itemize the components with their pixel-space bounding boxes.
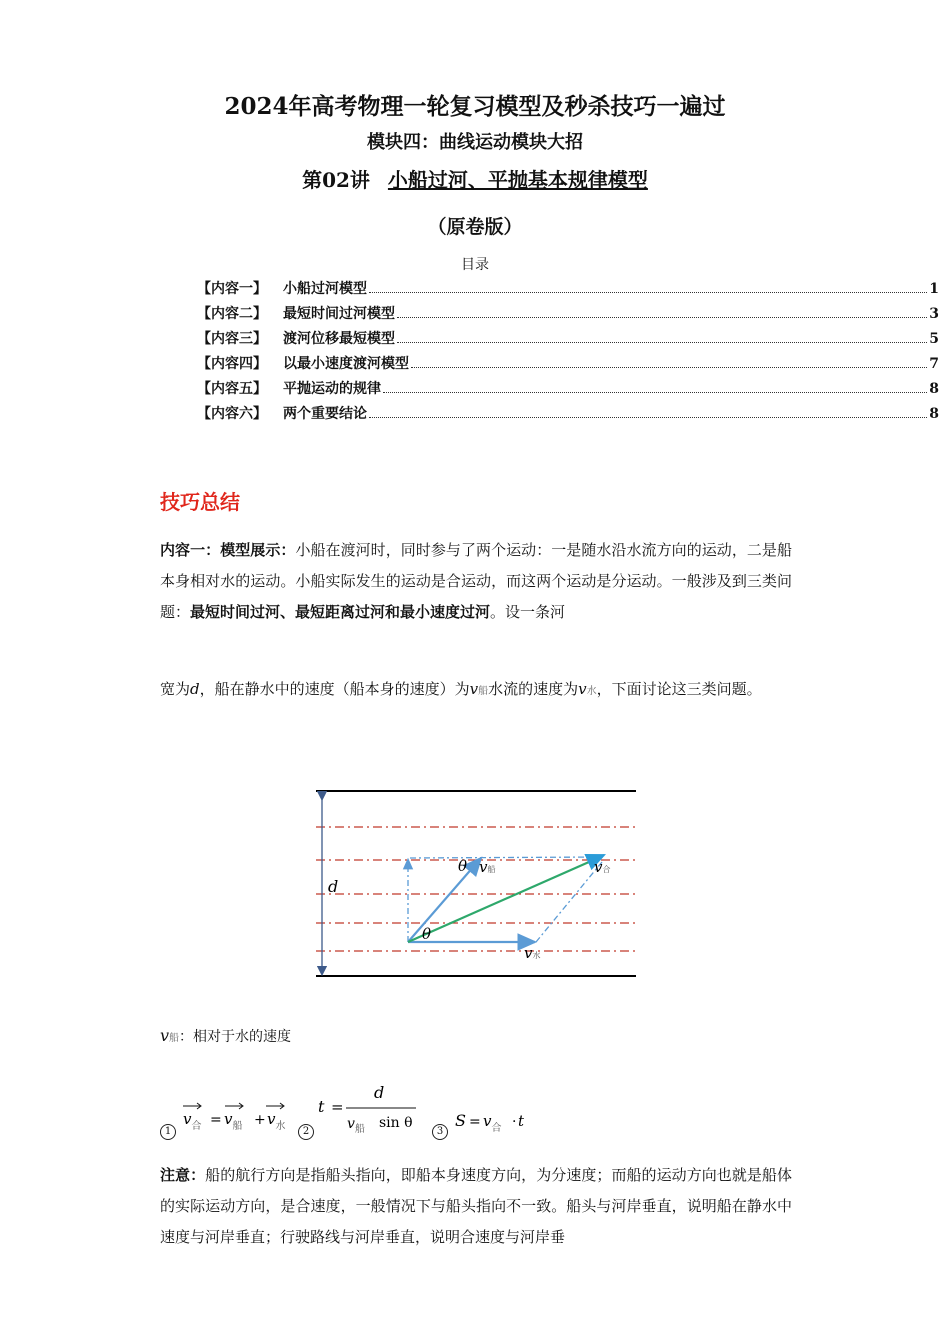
lecture-number: 第02讲 [302,168,370,192]
toc-item[interactable] [197,278,939,298]
note-lead: 注意： [160,1166,206,1184]
svg-text:t: t [518,1112,525,1130]
svg-text:d: d [374,1083,385,1102]
note-paragraph [160,1160,792,1253]
symbol-v-water: v水 [578,680,597,698]
toc-item[interactable] [197,353,939,373]
text-segment: 水流的速度为 [488,680,579,698]
svg-text:v水: $v_水$ [267,1110,286,1132]
formula-time [298,1080,428,1142]
lecture-name: 小船过河、平抛基本规律模型 [387,168,648,192]
svg-text:v船: $v_船$ [224,1110,243,1132]
toc-page: 8 [929,381,939,397]
toc-name: 渡河位移最短模型 [283,331,395,347]
section-heading: 技巧总结 [160,490,240,514]
theta-top-label: θ [458,857,468,875]
toc-leader [383,392,927,393]
svg-text:·: · [512,1114,517,1130]
width-label: d [328,877,339,896]
river-crossing-diagram [298,780,643,985]
formula-number: 1 [160,1124,176,1140]
toc-leader [369,292,927,293]
toc-page: 8 [929,406,939,422]
toc-item[interactable] [197,378,939,398]
toc-leader [397,317,927,318]
svg-text:=: = [469,1114,481,1130]
theta-bottom-label: θ [422,925,432,943]
toc-heading: 目录 [461,257,489,273]
v-ship-definition [160,1026,291,1046]
toc-leader [397,342,927,343]
v-ship-label: v船 [479,858,496,876]
toc-key: 【内容二】 [197,306,267,322]
svg-text:v合: $v_合$ [183,1110,202,1132]
lecture-title [0,164,950,193]
toc-page: 5 [929,331,939,347]
toc-item[interactable] [197,403,939,423]
symbol-v-ship: v船 [469,680,489,698]
formula-number: 3 [432,1124,448,1140]
svg-text:sin θ: sin θ [379,1115,413,1131]
toc-key: 【内容四】 [197,356,267,372]
guide-diagonal [536,862,602,942]
toc-page: 7 [929,356,939,372]
toc-name: 平抛运动的规律 [283,381,381,397]
formula-displacement [432,1108,542,1142]
toc-name: 最短时间过河模型 [283,306,395,322]
note-text: 船的航行方向是指船头指向，即船本身速度方向，为分速度；而船的运动方向也就是船体的实际运动方向，是合速度，一般情况下与船头指向不一致。船头与河岸垂直，说明船在静水中速度与河岸垂直；行驶路线与河岸垂直，说明合速度与河岸垂 [160,1166,792,1246]
text-segment: ，船在静水中的速度（船本身的速度）为 [199,680,470,698]
toc-page: 1 [929,281,939,297]
svg-text:v船: $v_船$ [347,1116,365,1135]
definition-text: ：相对于水的速度 [179,1029,292,1045]
water-flow-lines [316,827,636,951]
toc-page: 3 [929,306,939,322]
svg-text:S: S [455,1111,466,1130]
intro-paragraph [160,535,792,628]
v-ship-arrow [408,858,481,942]
svg-text:t: t [318,1097,325,1116]
displacement-equation [452,1108,542,1140]
symbol-d: d [190,680,200,698]
toc-key: 【内容三】 [197,331,267,347]
text-segment: ，下面讨论这三类问题。 [596,680,762,698]
toc-key: 【内容六】 [197,406,267,422]
svg-text:+: + [254,1112,266,1128]
formula-number: 2 [298,1124,314,1140]
svg-text:=: = [210,1112,222,1128]
v-water-label: v水 [524,944,541,962]
paragraph-lead: 内容一：模型展示： [160,541,296,559]
toc-item[interactable] [197,303,939,323]
symbol-v-ship: v船 [160,1026,180,1045]
edition-label: （原卷版） [427,216,523,238]
toc-leader [411,367,927,368]
v-resultant-arrow [408,858,598,942]
paragraph-text: 小船在渡河时，同时参与了两个运动：一是随水沿水流方向的运动，二是船本身相对水的运动。小船实际发生的运动是合运动，而这两个运动是分运动。一般涉及到三类问题： [160,541,792,621]
paragraph-emphasis: 最短时间过河、最短距离过河和最小速度过河 [190,603,491,621]
toc-key: 【内容一】 [197,281,267,297]
guide-top [410,857,603,858]
toc-item[interactable] [197,328,939,348]
vector-equation [180,1102,295,1142]
module-title: 模块四：曲线运动模块大招 [367,132,583,153]
svg-text:=: = [331,1098,344,1116]
paragraph-end: 。设一条河 [490,603,566,621]
toc-key: 【内容五】 [197,381,267,397]
v-resultant-label: v合 [594,858,611,876]
toc-leader [369,417,927,418]
text-segment: 宽为 [160,680,191,698]
toc-name: 两个重要结论 [283,406,367,422]
time-equation [314,1080,426,1140]
svg-text:v合: $v_合$ [483,1112,502,1134]
toc-name: 小船过河模型 [283,281,367,297]
toc-name: 以最小速度渡河模型 [283,356,409,372]
definition-paragraph [160,673,792,708]
formula-vector-sum [160,1108,300,1142]
document-title: 2024年高考物理一轮复习模型及秒杀技巧一遍过 [224,93,726,120]
